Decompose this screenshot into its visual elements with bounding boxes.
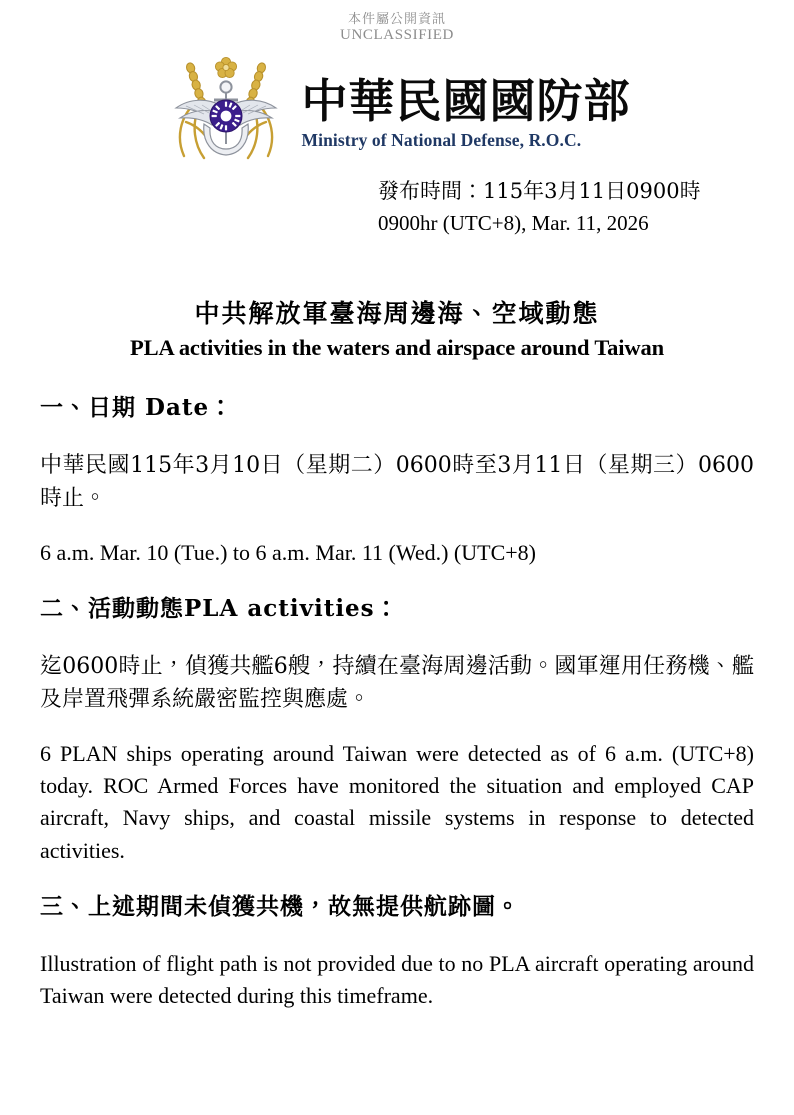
page-title-cn: 中共解放軍臺海周邊海、空域動態 [194, 299, 600, 328]
classification-label-en: UNCLASSIFIED [340, 27, 454, 44]
wordmark [302, 71, 631, 150]
section-heading-date: 一、日期 Date： [40, 394, 234, 421]
section-activities-paragraph-cn: 迄0600時止，偵獲共艦6艘，持續在臺海周邊活動。國軍運用任務機、艦及岸置飛彈系統嚴密監控與應處。 [40, 654, 754, 713]
section-date-paragraph-cn: 中華民國115年3月10日（星期二）0600時至3月11日（星期三）0600時止。 [40, 453, 754, 512]
section-heading-pla-activities: 二、活動動態PLA activities： [40, 595, 399, 623]
classification-banner [0, 12, 794, 45]
section-date-paragraph-en: 6 a.m. Mar. 10 (Tue.) to 6 a.m. Mar. 11 (Wed.) (UTC+8) [40, 540, 536, 566]
release-time-en: 0900hr (UTC+8), Mar. 11, 2026 [378, 210, 649, 235]
release-time-cn: 發布時間：115年3月11日0900時 [378, 179, 701, 203]
page-title [0, 298, 794, 362]
organization-name-en: Ministry of National Defense, R.O.C. [301, 129, 582, 150]
release-time-block [378, 176, 768, 240]
document-body [40, 392, 754, 1012]
organization-name-cn: 中華民國國防部 [301, 74, 631, 129]
section-no-flight-path-paragraph-en: Illustration of flight path is not provided due to no PLA aircraft operating around Taiwan were detected during this timeframe. [40, 950, 754, 1008]
page-title-en: PLA activities in the waters and airspace around Taiwan [130, 334, 664, 360]
masthead [0, 56, 794, 166]
section-activities-paragraph-en: 6 PLAN ships operating around Taiwan were detected as of 6 a.m. (UTC+8) today. ROC Armed Forces have monitored the situation and employed CAP aircraft, Navy ships, and coastal missile systems in response to detected activities. [40, 741, 754, 863]
roc-ministry-of-national-defense-emblem [164, 56, 288, 166]
classification-label-cn: 本件屬公開資訊 [347, 12, 446, 27]
section-heading-no-flight-path: 三、上述期間未偵獲共機，故無提供航跡圖。 [40, 892, 520, 920]
